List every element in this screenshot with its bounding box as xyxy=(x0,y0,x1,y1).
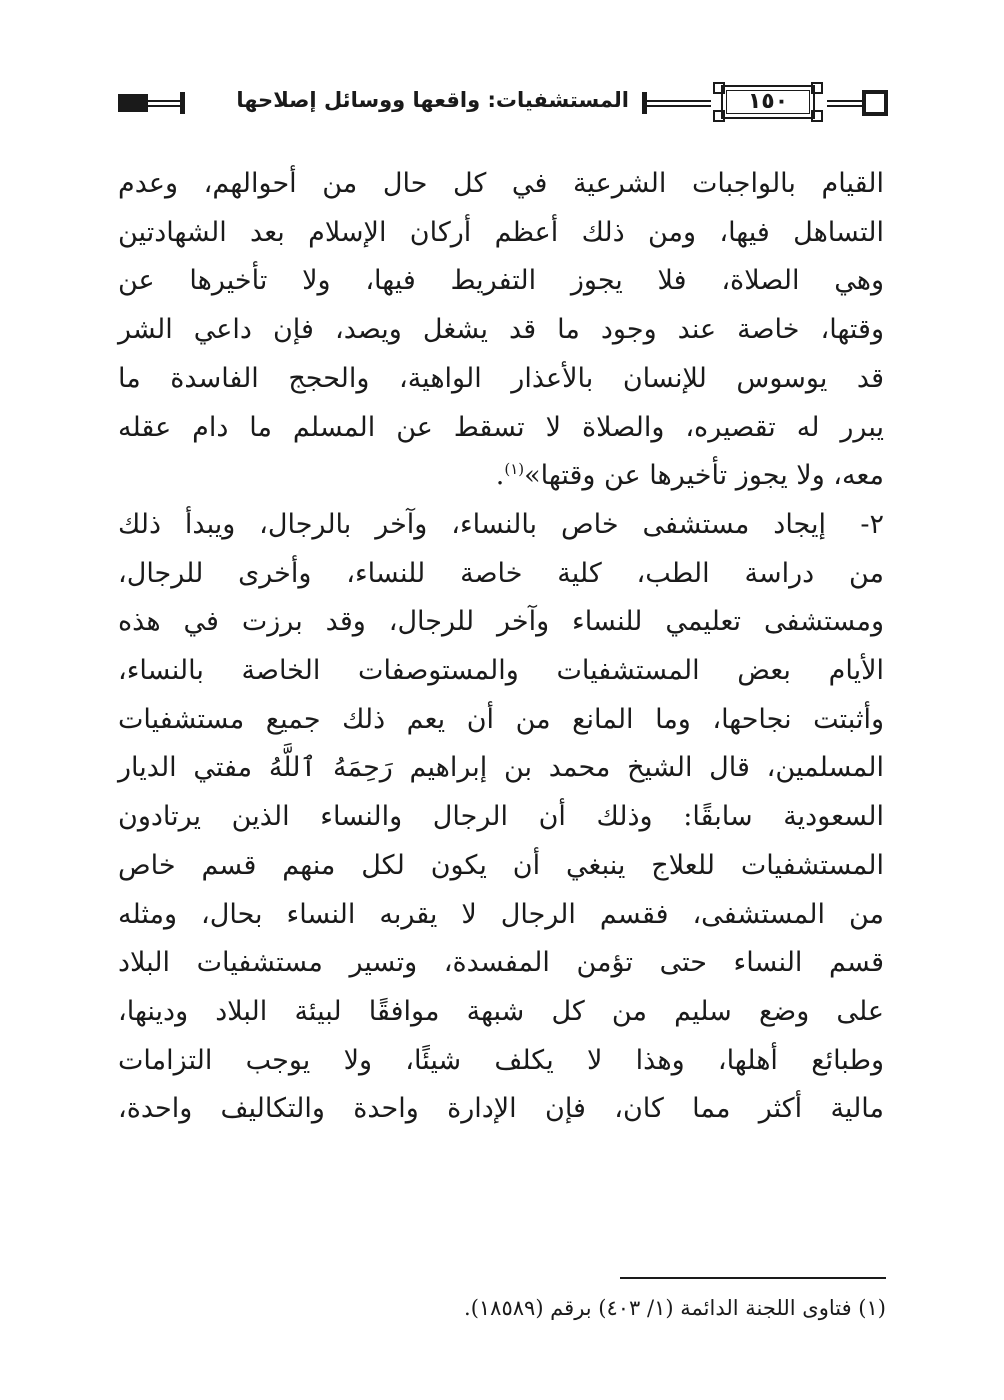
header-rule-left xyxy=(148,100,180,107)
item-number: ٢- xyxy=(860,508,884,540)
page-number: ١٥٠ xyxy=(747,89,789,114)
text-line: الأيام بعض المستشفيات والمستوصفات الخاصة بالنساء، xyxy=(118,655,884,687)
text-line: القيام بالواجبات الشرعية في كل حال من أحوالهم، وعدم xyxy=(118,168,884,199)
text-line: وهي الصلاة، فلا يجوز التفريط فيها، ولا تأخيرها عن xyxy=(118,265,884,297)
period: . xyxy=(495,460,505,492)
text-line: وأثبتت نجاحها، وما المانع من أن يعم ذلك جميع مستشفيات xyxy=(118,703,884,735)
running-header xyxy=(118,82,888,128)
main-text xyxy=(118,160,884,1134)
paragraph-end-text: معه، ولا يجوز تأخيرها عن وقتها» xyxy=(524,460,884,492)
text-line: التساهل فيها، ومن ذلك أعظم أركان الإسلام بعد الشهادتين xyxy=(118,216,884,248)
text-line: من المستشفى، فقسم الرجال لا يقربه النساء بحال، ومثله xyxy=(118,898,884,930)
header-ornament-box xyxy=(862,90,888,116)
text-line: من دراسة الطب، كلية خاصة للنساء، وأخرى للرجال، xyxy=(118,557,884,589)
text-line: يبرر له تقصيره، والصلاة لا تسقط عن المسلم ما دام عقله xyxy=(118,411,884,443)
footnote-reference[interactable]: (١) xyxy=(504,460,525,479)
text-line: المسلمين، قال الشيخ محمد بن إبراهيم رَحِمَهُ ٱللَّهُ مفتي الديار xyxy=(118,752,884,784)
text-line: وقتها، خاصة عند وجود ما قد يشغل ويصد، فإن داعي الشر xyxy=(118,314,884,346)
header-rule-right xyxy=(827,100,864,107)
page-number-frame xyxy=(709,82,827,122)
text-line: ومستشفى تعليمي للنساء وآخر للرجال، وقد برزت في هذه xyxy=(118,606,884,638)
header-bar xyxy=(180,92,185,114)
footnote-divider xyxy=(620,1277,886,1279)
header-rule-middle xyxy=(647,100,711,107)
text-line: قسم النساء حتى تؤمن المفسدة، وتسير مستشفيات البلاد xyxy=(118,947,884,979)
text-line: السعودية سابقًا: وذلك أن الرجال والنساء الذين يرتادون xyxy=(118,801,884,833)
header-title: المستشفيات: واقعها ووسائل إصلاحها xyxy=(236,88,629,112)
header-ornament-block xyxy=(118,94,148,112)
text-line: قد يوسوس للإنسان بالأعذار الواهية، والحجج الفاسدة ما xyxy=(118,362,884,394)
text-line xyxy=(118,452,884,501)
text-line: إيجاد مستشفى خاص بالنساء، وآخر بالرجال، ويبدأ ذلك xyxy=(118,508,826,540)
text-line: مالية أكثر مما كان، فإن الإدارة واحدة والتكاليف واحدة، xyxy=(118,1093,884,1125)
text-line: على وضع سليم من كل شبهة موافقًا لبيئة البلاد ودينها، xyxy=(118,995,884,1027)
text-line: المستشفيات للعلاج ينبغي أن يكون لكل منهم قسم خاص xyxy=(118,849,884,881)
list-item-2 xyxy=(118,501,884,1134)
text-line: وطبائع أهلها، وهذا لا يكلف شيئًا، ولا يوجب التزامات xyxy=(118,1044,884,1076)
footnote: (١) فتاوى اللجنة الدائمة (١/ ٤٠٣) برقم (١٨٥٨٩). xyxy=(464,1296,886,1320)
